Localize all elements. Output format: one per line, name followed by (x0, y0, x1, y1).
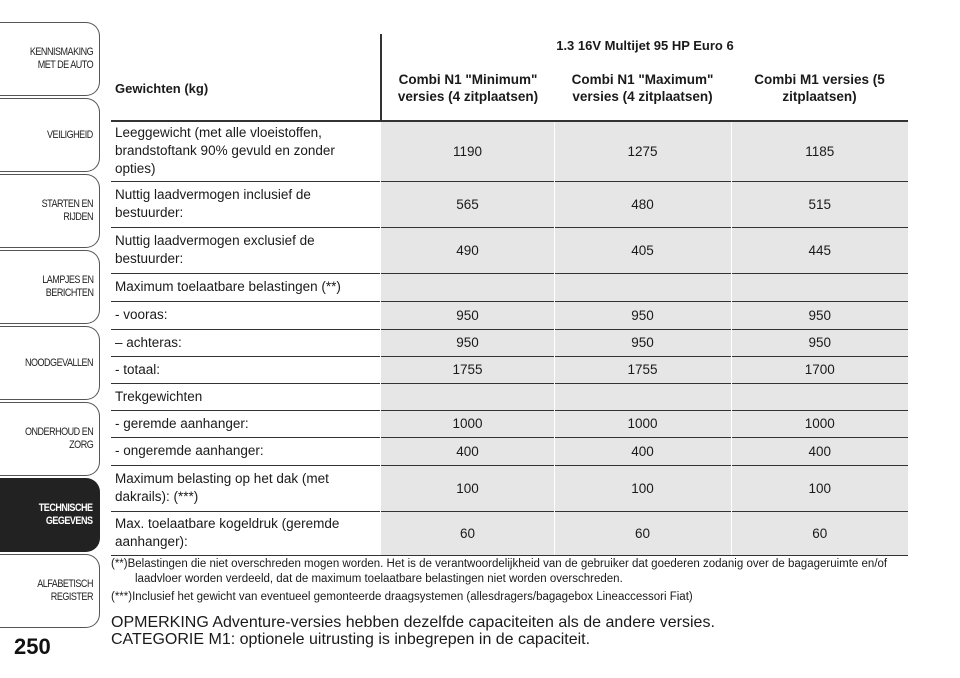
table-row (111, 410, 908, 437)
tab-alfabetisch-register[interactable] (0, 554, 100, 628)
table-row (111, 301, 908, 329)
cell-value (554, 273, 731, 301)
cell-value: 1000 (554, 410, 731, 437)
footnote: (***)Inclusief het gewicht van eventueel gemonteerde draagsystemen (allesdragers/bagagebox Lineaccessori Fiat) (111, 591, 693, 603)
table-row (111, 437, 908, 465)
table-row (111, 383, 908, 410)
cell-value: 950 (731, 301, 908, 329)
row-label: Nuttig laadvermogen inclusief de bestuurder: (111, 181, 381, 227)
cell-value: 490 (381, 227, 554, 273)
table-row (111, 121, 908, 181)
weights-table (111, 34, 908, 556)
cell-value: 1755 (554, 356, 731, 383)
cell-value (381, 383, 554, 410)
footnotes (111, 557, 901, 608)
tab-technische-gegevens[interactable] (0, 478, 100, 552)
cell-value: 950 (381, 301, 554, 329)
tab-label: VEILIGHEID (47, 128, 93, 141)
cell-value: 950 (381, 329, 554, 356)
tab-label: STARTEN EN RIJDEN (41, 198, 93, 223)
cell-value: 1700 (731, 356, 908, 383)
cell-value: 1000 (731, 410, 908, 437)
cell-value: 1190 (381, 121, 554, 181)
cell-value: 950 (554, 301, 731, 329)
footnote: (**)Belastingen die niet overschreden mogen worden. Het is de verantwoordelijkheid van de gebruiker dat goederen zodanig over de bagageruimte en/of laadvloer worden verdeeld, dat de maximum toelaatbare belastingen niet worden overschreden. (111, 558, 888, 585)
row-label: - totaal: (111, 356, 381, 383)
row-label: Trekgewichten (111, 383, 381, 410)
tab-label: NOODGEVALLEN (24, 356, 93, 369)
cell-value (554, 383, 731, 410)
row-label: Maximum belasting op het dak (met dakrails): (***) (111, 465, 381, 511)
table-row (111, 511, 908, 555)
row-label: – achteras: (111, 329, 381, 356)
tab-label: ONDERHOUD EN ZORG (24, 426, 93, 451)
tab-kennismaking[interactable] (0, 22, 100, 96)
row-label: Maximum toelaatbare belastingen (**) (111, 273, 381, 301)
cell-value: 565 (381, 181, 554, 227)
column-header: Combi M1 versies (5 zitplaatsen) (754, 72, 885, 104)
remark-line: CATEGORIE M1: optionele uitrusting is inbegrepen in de capaciteit. (111, 631, 591, 648)
cell-value: 480 (554, 181, 731, 227)
table-row (111, 465, 908, 511)
column-header: Combi N1 "Maximum" versies (4 zitplaatsen) (571, 72, 714, 104)
row-label: Max. toelaatbare kogeldruk (geremde aanhanger): (111, 511, 381, 555)
cell-value (731, 273, 908, 301)
chapter-tabs (0, 22, 100, 630)
cell-value: 100 (731, 465, 908, 511)
tab-label: KENNISMAKING MET DE AUTO (29, 46, 93, 71)
cell-value (381, 273, 554, 301)
page-number: 250 (14, 634, 51, 659)
cell-value: 400 (554, 437, 731, 465)
cell-value: 100 (381, 465, 554, 511)
engine-label: 1.3 16V Multijet 95 HP Euro 6 (381, 34, 908, 56)
cell-value: 1275 (554, 121, 731, 181)
tab-starten-en-rijden[interactable] (0, 174, 100, 248)
tab-label: TECHNISCHE GEGEVENS (39, 502, 93, 527)
table-row (111, 356, 908, 383)
cell-value: 60 (381, 511, 554, 555)
table-row (111, 273, 908, 301)
table-row (111, 329, 908, 356)
cell-value: 515 (731, 181, 908, 227)
remark-line: OPMERKING Adventure-versies hebben dezelfde capaciteiten als de andere versies. (111, 614, 715, 631)
tab-onderhoud-en-zorg[interactable] (0, 402, 100, 476)
row-label: Nuttig laadvermogen exclusief de bestuurder: (111, 227, 381, 273)
cell-value: 950 (554, 329, 731, 356)
cell-value: 1000 (381, 410, 554, 437)
cell-value: 60 (731, 511, 908, 555)
cell-value: 400 (731, 437, 908, 465)
cell-value: 400 (381, 437, 554, 465)
header-label: Gewichten (kg) (115, 81, 209, 96)
table-row (111, 227, 908, 273)
weights-table-section (111, 34, 909, 556)
row-label: - ongeremde aanhanger: (111, 437, 381, 465)
cell-value: 100 (554, 465, 731, 511)
column-header: Combi N1 "Minimum" versies (4 zitplaatsen) (381, 56, 554, 121)
cell-value: 405 (554, 227, 731, 273)
tab-noodgevallen[interactable] (0, 326, 100, 400)
table-row (111, 181, 908, 227)
row-label: Leeggewicht (met alle vloeistoffen, brandstoftank 90% gevuld en zonder opties) (111, 121, 381, 181)
tab-veiligheid[interactable] (0, 98, 100, 172)
remark-block (111, 614, 911, 648)
tab-label: ALFABETISCH REGISTER (37, 578, 93, 603)
cell-value: 1185 (731, 121, 908, 181)
cell-value: 445 (731, 227, 908, 273)
cell-value: 950 (731, 329, 908, 356)
row-label: - geremde aanhanger: (111, 410, 381, 437)
cell-value (731, 383, 908, 410)
engine-header-row (111, 34, 908, 56)
cell-value: 60 (554, 511, 731, 555)
tab-label: LAMPJES EN BERICHTEN (41, 274, 93, 299)
tab-lampjes-en-berichten[interactable] (0, 250, 100, 324)
row-label: - vooras: (111, 301, 381, 329)
cell-value: 1755 (381, 356, 554, 383)
